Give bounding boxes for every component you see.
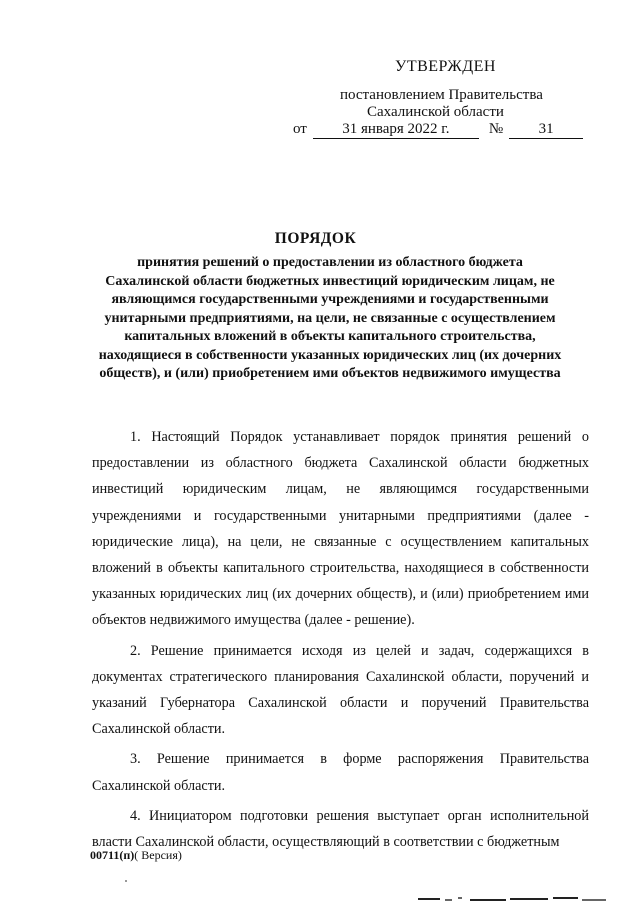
paragraph-4: 4. Инициатором подготовки решения выступает орган исполнительной власти Сахалинской области, осуществляющий в соответствии с бюджетным — [92, 807, 589, 851]
subtitle-line: являющимся государственными учреждениями и государственными — [111, 292, 549, 307]
approval-number: 31 — [509, 121, 583, 139]
scan-artifact-dot — [125, 880, 127, 882]
approval-heading: УТВЕРЖДЕН — [395, 58, 496, 75]
subtitle-line: унитарными предприятиями, на цели, не связанные с осуществлением — [104, 310, 556, 326]
approval-line-1: постановлением Правительства — [340, 87, 543, 103]
document-subtitle — [80, 254, 580, 384]
document-title: ПОРЯДОК — [274, 230, 357, 247]
paragraph-2: 2. Решение принимается исходя из целей и задач, содержащихся в документах стратегического планирования Сахалинской области, поручений и указаний Губернатора Сахалинской области и поручений Правительства Сахалинской области. — [92, 642, 589, 738]
approval-date-row — [293, 121, 583, 139]
approval-date: 31 января 2022 г. — [313, 121, 479, 139]
document-body — [92, 424, 589, 859]
document-version: ( Версия) — [134, 848, 182, 862]
paragraph-1: 1. Настоящий Порядок устанавливает порядок принятия решений о предоставлении из областного бюджета Сахалинской области бюджетных инвестиций юридическим лицам, не являющимся государственными учреждениями и государственными унитарными предприятиями (далее - юридические лица), на цели, не связанные с осуществлением капитальных вложений в объекты капитального строительства, находящиеся в собственности указанных юридических лиц (их дочерних обществ), и (или) приобретением ими объектов недвижимого имущества (далее - решение). — [92, 429, 589, 629]
paragraph-3: 3. Решение принимается в форме распоряжения Правительства Сахалинской области. — [92, 751, 589, 794]
subtitle-line: принятия решений о предоставлении из областного бюджета — [137, 255, 523, 270]
subtitle-line: находящиеся в собственности указанных юридических лиц (их дочерних — [98, 347, 562, 363]
subtitle-line: капитальных вложений в объекты капитального строительства, — [124, 329, 536, 344]
subtitle-line: Сахалинской области бюджетных инвестиций юридическим лицам, не — [105, 273, 555, 289]
scan-artifact-marks — [418, 893, 608, 903]
number-label: № — [488, 121, 504, 137]
document-code-number: 00711(п) — [90, 848, 135, 862]
subtitle-line: обществ), и (или) приобретением ими объектов недвижимого имущества — [99, 366, 561, 381]
approval-line-2: Сахалинской области — [367, 104, 504, 120]
from-label: от — [293, 121, 307, 137]
document-code — [90, 848, 182, 863]
